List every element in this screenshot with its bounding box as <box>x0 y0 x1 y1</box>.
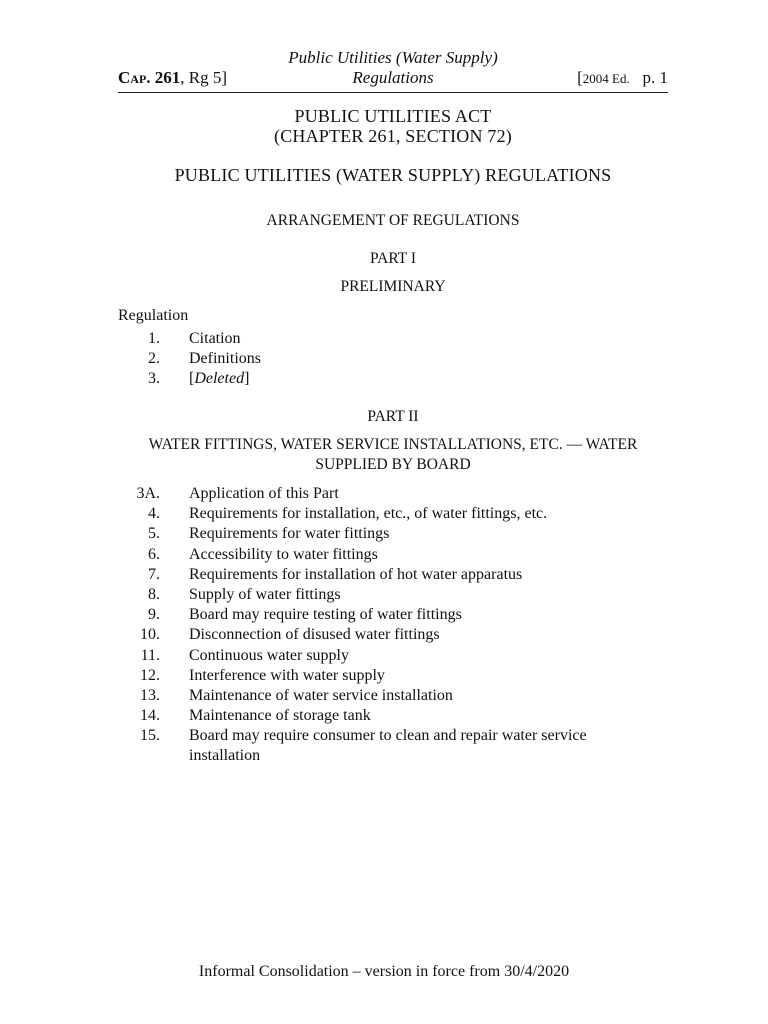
consolidation-footer: Informal Consolidation – version in force from 30/4/2020 <box>198 963 570 980</box>
part-1-list <box>118 329 668 390</box>
part-2-heading-line2: SUPPLIED BY BOARD <box>315 456 471 473</box>
list-item <box>118 686 668 706</box>
list-item <box>118 666 668 686</box>
item-text: Maintenance of storage tank <box>189 707 371 725</box>
item-number: 9. <box>148 606 160 624</box>
part-2-label: PART II <box>367 408 419 425</box>
act-title: PUBLIC UTILITIES ACT <box>294 106 492 126</box>
list-item <box>118 646 668 666</box>
list-item <box>118 349 668 369</box>
edition-page <box>577 68 668 88</box>
item-number: 5. <box>148 525 160 543</box>
item-number: 7. <box>148 565 160 583</box>
cap-suffix: , Rg 5] <box>180 68 228 87</box>
arrangement-heading: ARRANGEMENT OF REGULATIONS <box>266 212 520 229</box>
list-item <box>118 585 668 605</box>
item-number: 8. <box>148 585 160 603</box>
item-text <box>189 726 649 766</box>
list-item <box>118 625 668 645</box>
part-1-heading: PRELIMINARY <box>340 278 446 295</box>
edition-bracket: [ <box>577 68 583 87</box>
edition: 2004 Ed. <box>582 71 630 86</box>
item-text: Accessibility to water fittings <box>189 545 378 563</box>
list-item <box>118 565 668 585</box>
list-item <box>118 524 668 544</box>
item-number: 13. <box>140 686 160 704</box>
header-title-line2: Regulations <box>352 68 434 87</box>
item-text: Maintenance of water service installation <box>189 686 453 704</box>
running-header <box>118 46 668 93</box>
item-number: 15. <box>140 727 160 745</box>
list-item <box>118 726 668 766</box>
item-text: Interference with water supply <box>189 666 385 684</box>
part-2-list <box>118 484 668 766</box>
list-item <box>118 545 668 565</box>
list-item <box>118 706 668 726</box>
item-number: 11. <box>140 646 160 664</box>
cap-word: Cap. <box>118 68 151 87</box>
chapter-reference <box>118 68 227 88</box>
item-text: Disconnection of disused water fittings <box>189 626 440 644</box>
deleted-label: Deleted <box>194 370 245 388</box>
bracket-open: [ <box>189 370 195 388</box>
item-text <box>189 369 649 389</box>
header-title-line1: Public Utilities (Water Supply) <box>288 48 498 67</box>
item-number: 10. <box>140 626 160 644</box>
item-text: Definitions <box>189 350 261 368</box>
cap-number: 261 <box>154 68 181 87</box>
part-2-heading-line1: WATER FITTINGS, WATER SERVICE INSTALLATIONS, ETC. — WATER <box>148 436 638 453</box>
item-number: 1. <box>148 330 160 347</box>
page-number: p. 1 <box>642 68 668 87</box>
bracket-close: ] <box>244 370 250 388</box>
regulations-title: PUBLIC UTILITIES (WATER SUPPLY) REGULATIONS <box>174 165 612 185</box>
item-number: 14. <box>140 707 160 725</box>
list-item <box>118 605 668 625</box>
list-item <box>118 504 668 524</box>
item-text-line1: Board may require consumer to clean and repair water service <box>189 727 587 745</box>
list-item <box>118 329 668 349</box>
item-number: 12. <box>140 666 160 684</box>
regulation-column-label: Regulation <box>118 307 189 324</box>
act-subtitle: (CHAPTER 261, SECTION 72) <box>274 126 512 146</box>
list-item <box>118 484 668 504</box>
item-number: 3. <box>148 370 160 388</box>
item-number: 4. <box>148 505 160 523</box>
item-number: 6. <box>148 545 160 563</box>
item-number: 3A. <box>136 485 160 502</box>
item-text: Requirements for installation, etc., of water fittings, etc. <box>189 505 548 523</box>
item-text: Supply of water fittings <box>189 585 341 603</box>
item-text: Citation <box>189 330 241 347</box>
item-text: Continuous water supply <box>189 646 349 664</box>
item-text: Requirements for installation of hot water apparatus <box>189 565 523 583</box>
item-text: Application of this Part <box>189 485 339 502</box>
list-item <box>118 369 668 389</box>
item-number: 2. <box>148 350 160 368</box>
item-text: Requirements for water fittings <box>189 525 390 543</box>
item-text: Board may require testing of water fittings <box>189 606 462 624</box>
part-1-label: PART I <box>369 250 417 267</box>
item-text-line2: installation <box>189 747 261 765</box>
